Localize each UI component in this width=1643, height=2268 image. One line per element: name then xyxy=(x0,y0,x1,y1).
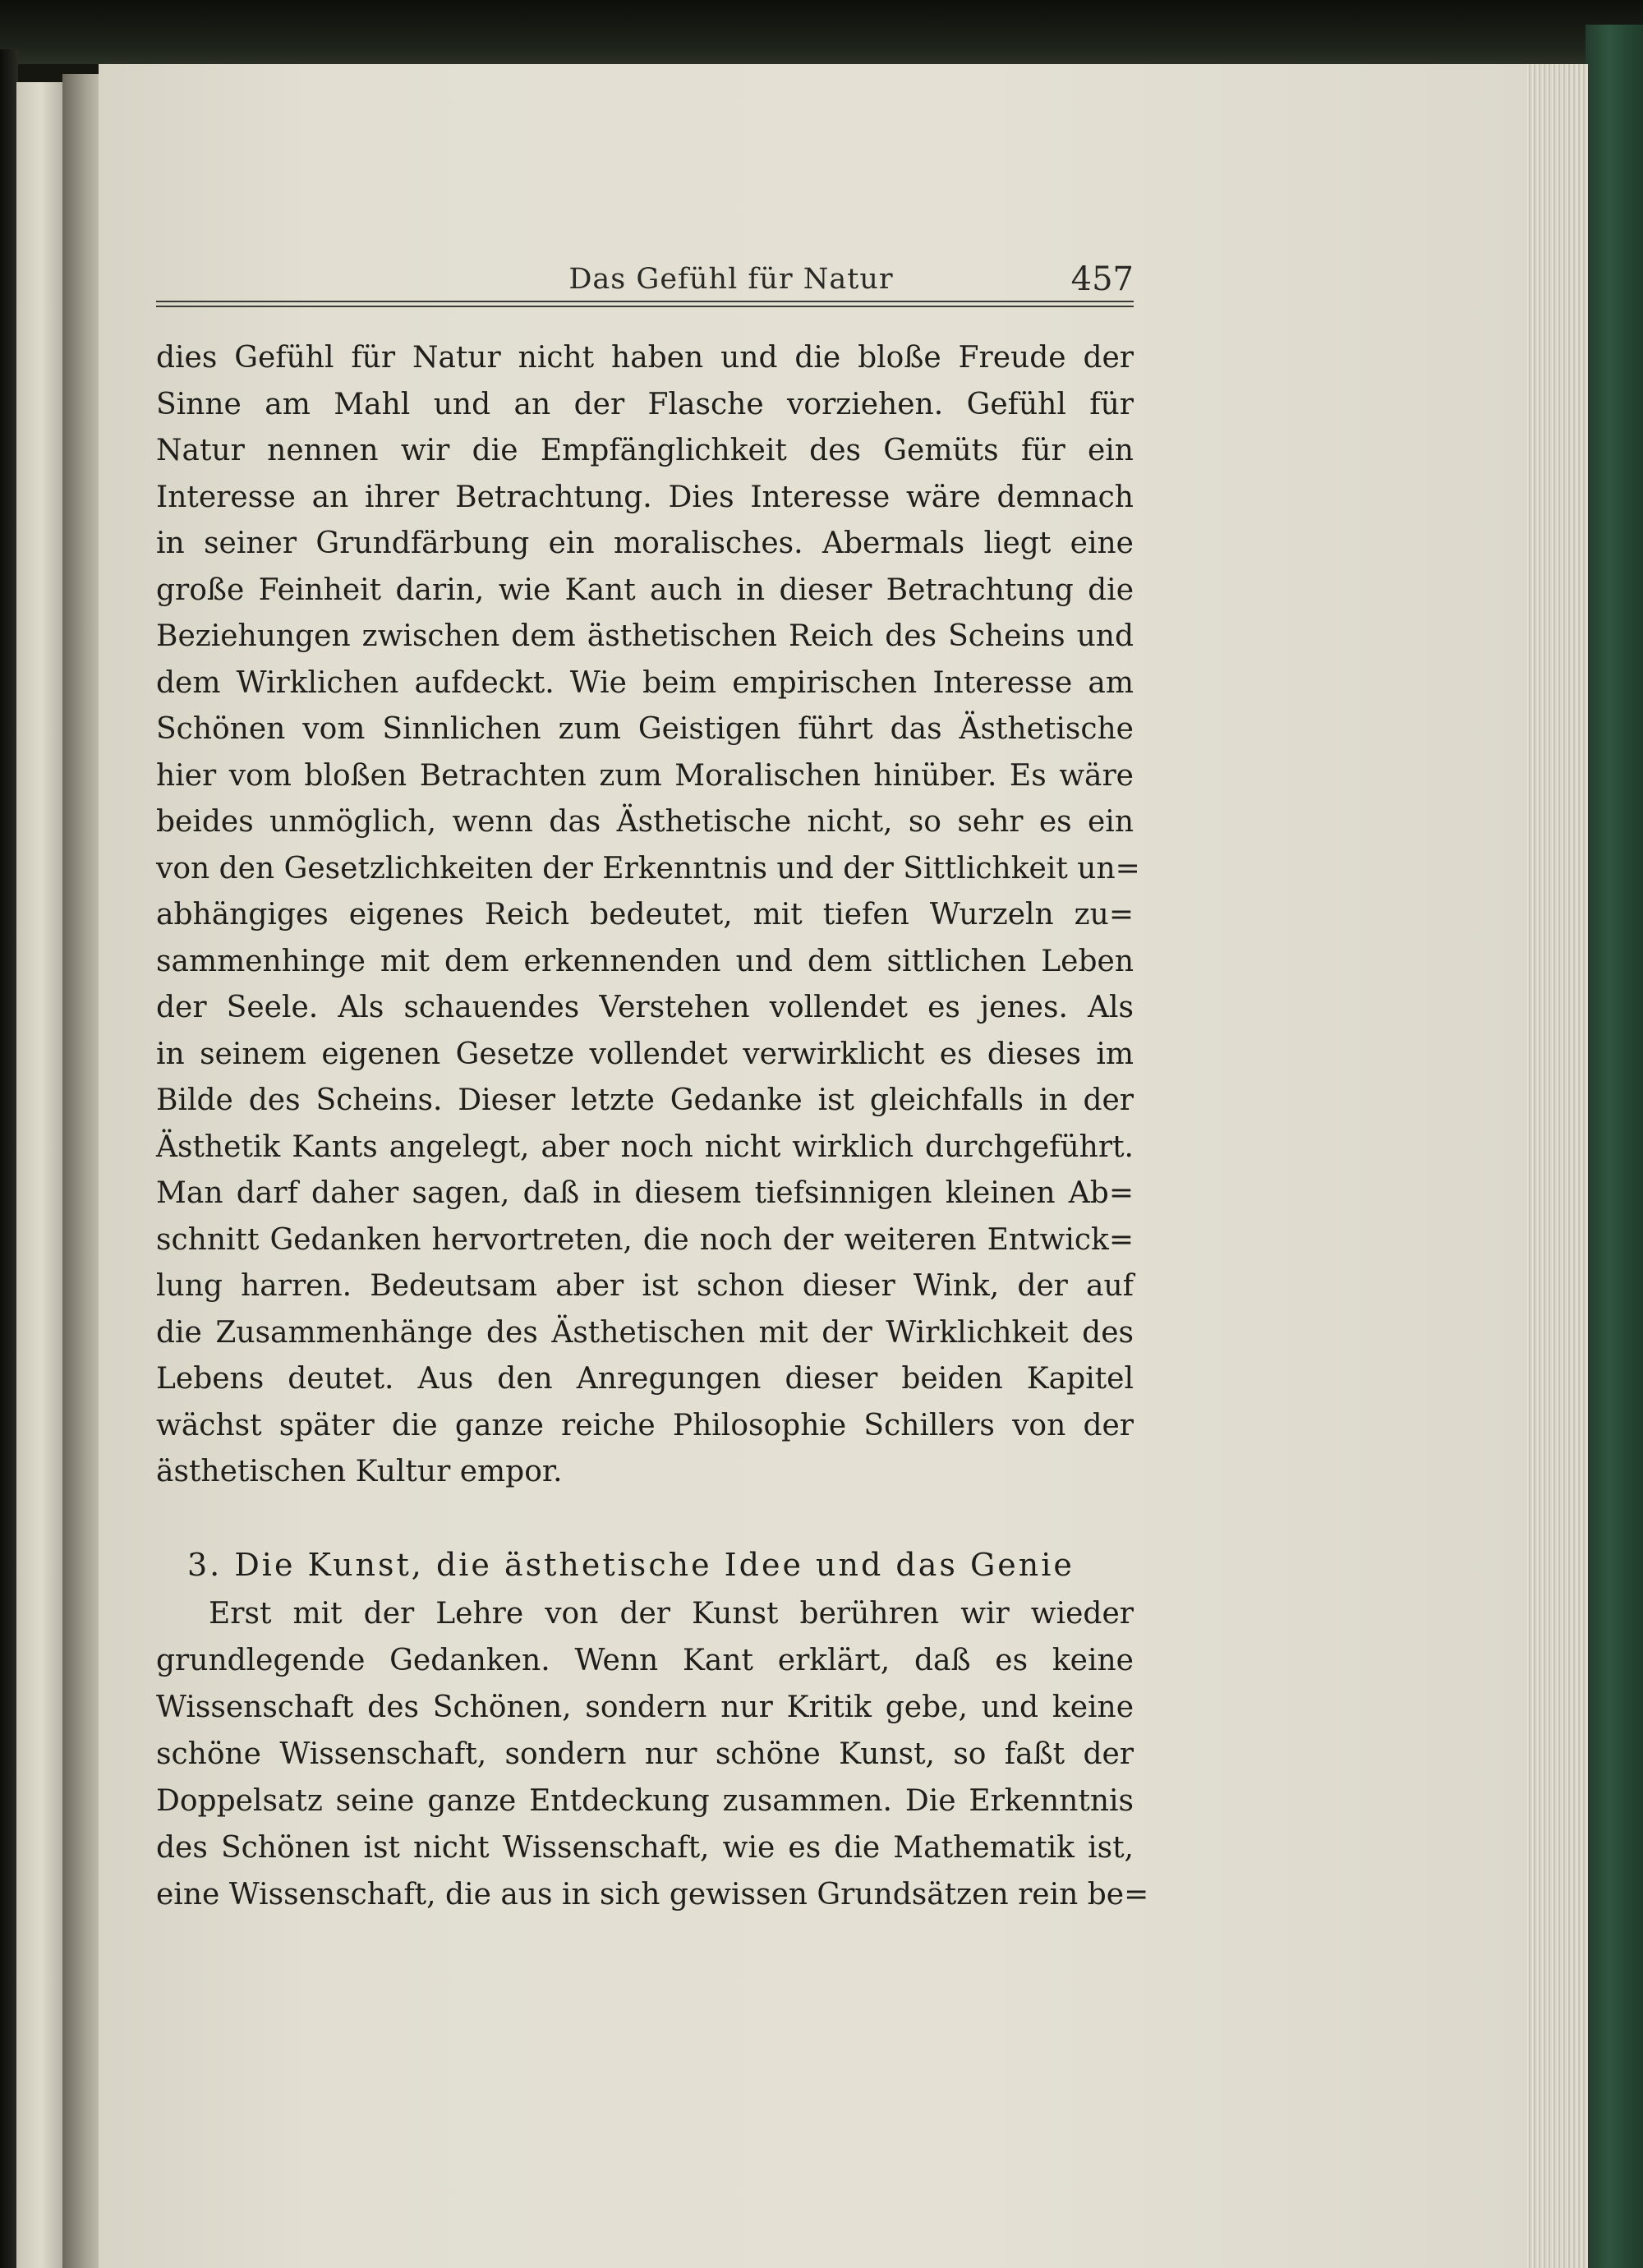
text-line: beides unmöglich, wenn das Ästhetische nicht, so sehr es ein xyxy=(156,805,1134,839)
text-line: Ästhetik Kants angelegt, aber noch nicht wirklich durchgeführt. xyxy=(156,1129,1134,1164)
text-line: Bilde des Scheins. Dieser letzte Gedanke ist gleichfalls in der xyxy=(156,1083,1134,1117)
text-line: wächst später die ganze reiche Philosophie Schillers von der xyxy=(156,1408,1134,1442)
text-line: dies Gefühl für Natur nicht haben und die bloße Freude der xyxy=(156,341,1134,375)
section-paragraph xyxy=(156,1590,1149,1918)
text-line: schnitt Gedanken hervortreten, die noch der weiteren Entwick= xyxy=(156,1222,1134,1257)
text-line: hier vom bloßen Betrachten zum Moralischen hinüber. Es wäre xyxy=(156,758,1134,793)
page-stack-fore-edge xyxy=(1526,64,1588,2268)
text-line: in seiner Grundfärbung ein moralisches. Abermals liegt eine xyxy=(156,527,1134,560)
text-line: von den Gesetzlichkeiten der Erkenntnis und der Sittlichkeit un= xyxy=(156,851,1140,886)
text-line: grundlegende Gedanken. Wenn Kant erklärt, daß es keine xyxy=(156,1644,1134,1677)
running-header xyxy=(156,261,1134,297)
text-line: Schönen vom Sinnlichen zum Geistigen führt das Ästhetische xyxy=(156,712,1134,746)
section-heading: 3. Die Kunst, die ästhetische Idee und das Genie xyxy=(187,1547,1075,1583)
book-cover-top-edge xyxy=(0,0,1643,64)
text-line: dem Wirklichen aufdeckt. Wie beim empirischen Interesse am xyxy=(156,665,1134,700)
previous-page-edge xyxy=(16,82,66,2268)
book-cover-left-edge xyxy=(0,49,18,2268)
text-line: Interesse an ihrer Betrachtung. Dies Interesse wäre demnach xyxy=(156,480,1134,514)
text-line: große Feinheit darin, wie Kant auch in dieser Betrachtung die xyxy=(156,573,1134,607)
book-cover-right-edge xyxy=(1585,25,1643,2268)
text-line: des Schönen ist nicht Wissenschaft, wie es die Mathematik ist, xyxy=(156,1831,1134,1865)
text-line: Natur nennen wir die Empfänglichkeit des Gemüts für ein xyxy=(156,434,1134,467)
text-line: abhängiges eigenes Reich bedeutet, mit tiefen Wurzeln zu= xyxy=(156,898,1134,932)
text-line: in seinem eigenen Gesetze vollendet verwirklicht es dieses im xyxy=(156,1037,1134,1071)
text-line: sammenhinge mit dem erkennenden und dem sittlichen Leben xyxy=(156,944,1134,978)
text-line: lung harren. Bedeutsam aber ist schon dieser Wink, der auf xyxy=(156,1269,1134,1303)
paragraph-continued xyxy=(156,335,1140,1496)
text-line: die Zusammenhänge des Ästhetischen mit der Wirklichkeit des xyxy=(156,1315,1134,1350)
text-line: schöne Wissenschaft, sondern nur schöne Kunst, so faßt der xyxy=(156,1737,1134,1771)
text-line: der Seele. Als schauendes Verstehen vollendet es jenes. Als xyxy=(156,991,1134,1024)
text-line: Beziehungen zwischen dem ästhetischen Reich des Scheins und xyxy=(156,619,1134,653)
text-line: Wissenschaft des Schönen, sondern nur Kritik gebe, und keine xyxy=(156,1691,1134,1724)
text-line: ästhetischen Kultur empor. xyxy=(156,1455,563,1488)
page-number: 457 xyxy=(1070,260,1134,298)
text-line: Man darf daher sagen, daß in diesem tiefsinnigen kleinen Ab= xyxy=(156,1176,1134,1210)
text-line: Lebens deutet. Aus den Anregungen dieser beiden Kapitel xyxy=(156,1362,1134,1396)
text-line: Sinne am Mahl und an der Flasche vorziehen. Gefühl für xyxy=(156,387,1134,421)
text-line: eine Wissenschaft, die aus in sich gewissen Grundsätzen rein be= xyxy=(156,1878,1149,1911)
header-double-rule xyxy=(156,301,1134,307)
text-line: Doppelsatz seine ganze Entdeckung zusammen. Die Erkenntnis xyxy=(156,1784,1134,1818)
running-title: Das Gefühl für Natur xyxy=(568,263,894,296)
text-line: Erst mit der Lehre von der Kunst berühren wir wieder xyxy=(209,1597,1134,1631)
